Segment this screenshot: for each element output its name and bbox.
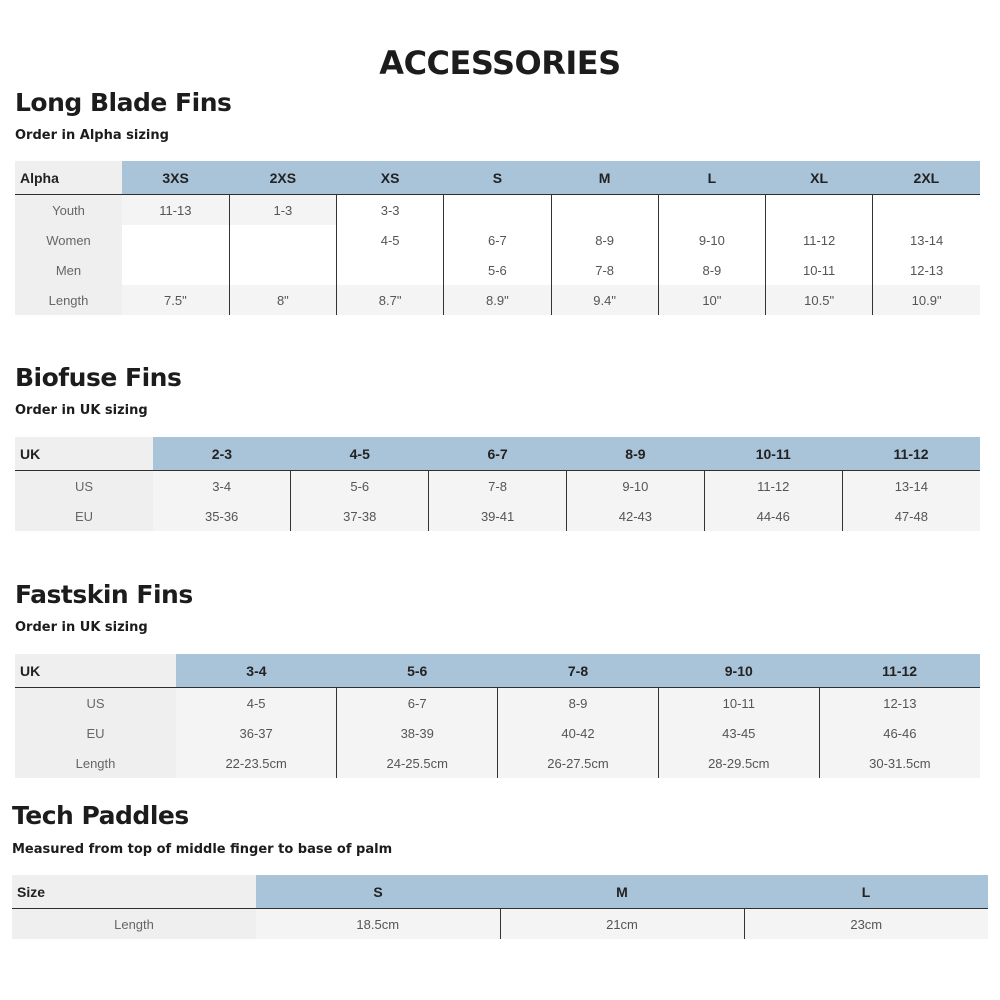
paddles-table [12, 875, 988, 939]
table-cell: 40-42 [498, 718, 659, 748]
size-header: L [744, 875, 988, 909]
table-cell: 23cm [744, 909, 988, 940]
table-row [15, 225, 980, 255]
table-cell: 47-48 [842, 501, 980, 531]
paddles-subtitle: Measured from top of middle finger to base of palm [12, 842, 393, 857]
size-header: 11-12 [819, 654, 980, 688]
size-header: 5-6 [337, 654, 498, 688]
table-cell: 37-38 [291, 501, 429, 531]
table-cell: 9-10 [566, 471, 704, 502]
row-label: Women [15, 225, 122, 255]
table-cell: 18.5cm [256, 909, 500, 940]
table-cell: 7-8 [551, 255, 658, 285]
table-cell: 8.7" [337, 285, 444, 315]
table-cell: 21cm [500, 909, 744, 940]
table-cell: 44-46 [704, 501, 842, 531]
paddles-title: Tech Paddles [12, 801, 189, 830]
table-cell: 11-12 [766, 225, 873, 255]
table-cell [122, 255, 229, 285]
table-cell: 10.9" [873, 285, 980, 315]
table-row [12, 909, 988, 940]
table-row [15, 471, 980, 502]
table-row [15, 195, 980, 226]
table-cell: 9-10 [658, 225, 765, 255]
biofuse-title: Biofuse Fins [15, 363, 182, 392]
size-header: M [500, 875, 744, 909]
table-row [15, 718, 980, 748]
biofuse-table [15, 437, 980, 531]
corner-header: UK [15, 437, 153, 471]
long-blade-title: Long Blade Fins [15, 88, 232, 117]
table-cell: 9.4" [551, 285, 658, 315]
size-header: S [444, 161, 551, 195]
row-label: EU [15, 501, 153, 531]
table-cell: 4-5 [176, 688, 337, 719]
size-header: XL [766, 161, 873, 195]
table-cell: 28-29.5cm [658, 748, 819, 778]
table-cell: 12-13 [873, 255, 980, 285]
table-cell: 7-8 [429, 471, 567, 502]
row-label: US [15, 688, 176, 719]
table-cell: 13-14 [873, 225, 980, 255]
table-cell [766, 195, 873, 226]
size-header: 7-8 [498, 654, 659, 688]
size-header: 8-9 [566, 437, 704, 471]
row-label: Length [12, 909, 256, 940]
long-blade-subtitle: Order in Alpha sizing [15, 128, 169, 143]
table-cell: 6-7 [337, 688, 498, 719]
size-header: 4-5 [291, 437, 429, 471]
table-cell: 26-27.5cm [498, 748, 659, 778]
table-cell: 4-5 [337, 225, 444, 255]
table-row [15, 748, 980, 778]
table-cell: 46-46 [819, 718, 980, 748]
table-cell [122, 225, 229, 255]
size-header: 6-7 [429, 437, 567, 471]
row-label: Length [15, 748, 176, 778]
table-cell: 10-11 [766, 255, 873, 285]
size-header: 11-12 [842, 437, 980, 471]
size-header: 10-11 [704, 437, 842, 471]
corner-header: Alpha [15, 161, 122, 195]
size-header: 2XL [873, 161, 980, 195]
fastskin-table [15, 654, 980, 778]
table-cell: 42-43 [566, 501, 704, 531]
table-cell: 36-37 [176, 718, 337, 748]
table-cell [551, 195, 658, 226]
table-cell [658, 195, 765, 226]
row-label: EU [15, 718, 176, 748]
table-cell: 8.9" [444, 285, 551, 315]
page-title: ACCESSORIES [379, 44, 621, 82]
size-header: S [256, 875, 500, 909]
table-cell [873, 195, 980, 226]
size-header: XS [337, 161, 444, 195]
fastskin-subtitle: Order in UK sizing [15, 620, 148, 635]
table-cell: 10.5" [766, 285, 873, 315]
table-cell: 8" [229, 285, 336, 315]
table-cell [229, 255, 336, 285]
table-cell: 11-13 [122, 195, 229, 226]
table-cell: 6-7 [444, 225, 551, 255]
table-cell: 22-23.5cm [176, 748, 337, 778]
table-row [15, 688, 980, 719]
table-cell: 11-12 [704, 471, 842, 502]
table-cell [229, 225, 336, 255]
size-header: 9-10 [658, 654, 819, 688]
table-cell: 30-31.5cm [819, 748, 980, 778]
table-cell: 8-9 [498, 688, 659, 719]
table-cell: 5-6 [444, 255, 551, 285]
row-label: Youth [15, 195, 122, 226]
row-label: Men [15, 255, 122, 285]
table-cell: 1-3 [229, 195, 336, 226]
table-cell: 7.5" [122, 285, 229, 315]
table-cell: 8-9 [658, 255, 765, 285]
table-cell: 3-3 [337, 195, 444, 226]
table-cell: 13-14 [842, 471, 980, 502]
table-cell: 10" [658, 285, 765, 315]
table-cell [337, 255, 444, 285]
table-row [15, 255, 980, 285]
biofuse-subtitle: Order in UK sizing [15, 403, 148, 418]
fastskin-title: Fastskin Fins [15, 580, 193, 609]
size-header: 2XS [229, 161, 336, 195]
table-row [15, 285, 980, 315]
size-header: 3XS [122, 161, 229, 195]
table-cell: 3-4 [153, 471, 291, 502]
table-cell [444, 195, 551, 226]
table-cell: 8-9 [551, 225, 658, 255]
table-cell: 10-11 [658, 688, 819, 719]
table-cell: 24-25.5cm [337, 748, 498, 778]
size-header: L [658, 161, 765, 195]
table-cell: 5-6 [291, 471, 429, 502]
table-cell: 38-39 [337, 718, 498, 748]
table-cell: 12-13 [819, 688, 980, 719]
corner-header: Size [12, 875, 256, 909]
size-header: M [551, 161, 658, 195]
table-cell: 43-45 [658, 718, 819, 748]
size-header: 2-3 [153, 437, 291, 471]
size-header: 3-4 [176, 654, 337, 688]
corner-header: UK [15, 654, 176, 688]
long-blade-table [15, 161, 980, 315]
row-label: Length [15, 285, 122, 315]
row-label: US [15, 471, 153, 502]
table-cell: 35-36 [153, 501, 291, 531]
table-cell: 39-41 [429, 501, 567, 531]
table-row [15, 501, 980, 531]
